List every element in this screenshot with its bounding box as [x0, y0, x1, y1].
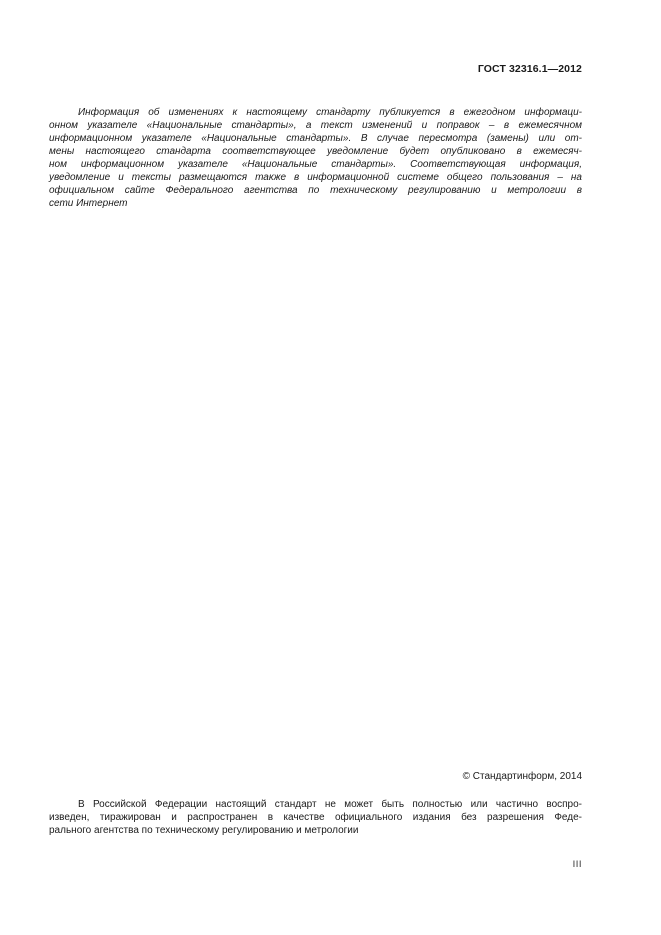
notice-line: информационном указателе «Национальные стандарты». В случае пересмотра (замены) или от-	[49, 133, 582, 144]
copyright-notice: © Стандартинформ, 2014	[462, 771, 582, 782]
standard-number-header: ГОСТ 32316.1—2012	[477, 63, 582, 75]
notice-line: Информация об изменениях к настоящему стандарту публикуется в ежегодном информаци-	[78, 107, 582, 118]
reproduction-line: В Российской Федерации настоящий стандарт не может быть полностью или частично воспро-	[78, 799, 582, 810]
page-number: III	[572, 859, 582, 870]
notice-line: официальном сайте Федерального агентства по техническому регулированию и метрологии в	[49, 185, 582, 196]
notice-line: онном указателе «Национальные стандарты», а текст изменений и поправок – в ежемесячном	[49, 120, 582, 131]
notice-line: мены настоящего стандарта соответствующее уведомление будет опубликовано в ежемесяч-	[49, 146, 582, 157]
notice-line: ном информационном указателе «Национальные стандарты». Соответствующая информация,	[49, 159, 582, 170]
notice-line: уведомление и тексты размещаются также в информационной системе общего пользования – на	[49, 172, 582, 183]
reproduction-line: рального агентства по техническому регулированию и метрологии	[49, 825, 359, 836]
reproduction-line: изведен, тиражирован и распространен в качестве официального издания без разрешения Феде-	[49, 812, 582, 823]
notice-line: сети Интернет	[49, 198, 128, 209]
